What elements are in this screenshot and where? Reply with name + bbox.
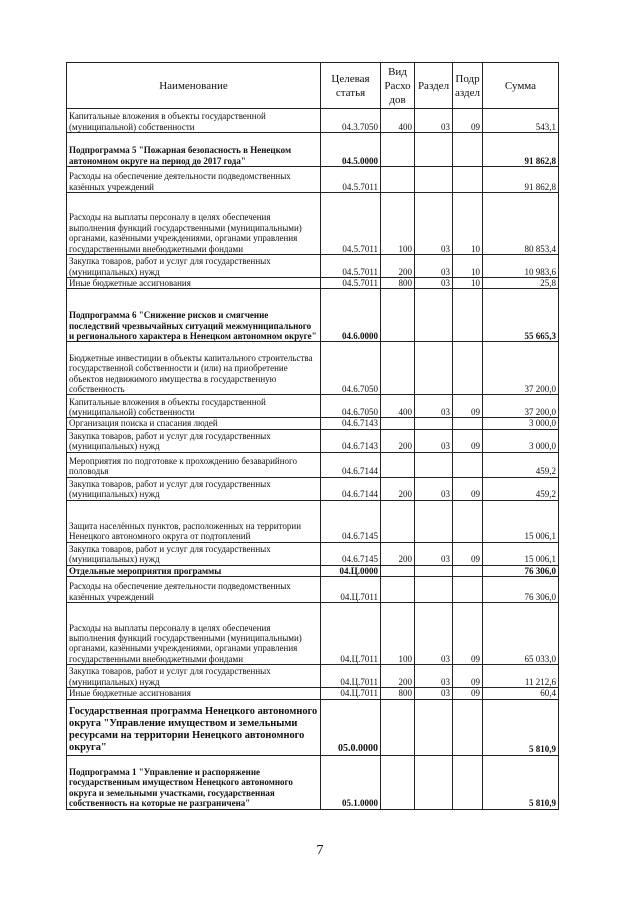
row-code: 04.5.7011	[321, 193, 381, 255]
header-name: Наименование	[67, 63, 321, 109]
row-sum: 3 000,0	[483, 429, 559, 452]
row-podrazdel: 10	[453, 278, 483, 289]
row-code: 04.6.7143	[321, 418, 381, 429]
row-sum: 65 033,0	[483, 603, 559, 665]
row-sum: 15 006,1	[483, 542, 559, 565]
row-name: Отдельные мероприятия программы	[67, 565, 321, 576]
table-row	[67, 452, 559, 477]
row-vid: 100	[381, 193, 415, 255]
table-row	[67, 289, 559, 342]
row-code: 04.5.7011	[321, 278, 381, 289]
table-row	[67, 193, 559, 255]
row-podrazdel: 09	[453, 429, 483, 452]
row-sum: 55 665,3	[483, 289, 559, 342]
row-vid	[381, 755, 415, 809]
page-number: 7	[316, 843, 324, 858]
row-code: 04.6.7145	[321, 542, 381, 565]
row-name: Мероприятия по подготовке к прохождению безаварийного половодья	[67, 452, 321, 477]
table-row	[67, 665, 559, 688]
row-name: Государственная программа Ненецкого автономного округа "Управление имуществом и земельными ресурсами на территории Ненецкого автономного округа"	[67, 699, 321, 755]
row-code: 04.6.7145	[321, 500, 381, 542]
row-name: Закупка товаров, работ и услуг для государственных (муниципальных) нужд	[67, 429, 321, 452]
row-name: Закупка товаров, работ и услуг для государственных (муниципальных) нужд	[67, 477, 321, 500]
table-row	[67, 418, 559, 429]
row-razdel: 03	[415, 395, 453, 418]
row-vid: 200	[381, 665, 415, 688]
row-podrazdel: 09	[453, 395, 483, 418]
table-row	[67, 278, 559, 289]
row-code: 04.6.7144	[321, 477, 381, 500]
row-podrazdel	[453, 133, 483, 167]
row-vid	[381, 452, 415, 477]
row-code: 04.6.7050	[321, 342, 381, 395]
row-razdel	[415, 167, 453, 193]
row-razdel	[415, 500, 453, 542]
row-vid	[381, 699, 415, 755]
row-podrazdel	[453, 452, 483, 477]
row-name: Подпрограмма 1 "Управление и распоряжение государственным имуществом Ненецкого автономного округа и земельными участками, государственная собственность на которые не разграничена"	[67, 755, 321, 809]
row-code: 04.Ц.7011	[321, 603, 381, 665]
table-row	[67, 577, 559, 603]
row-podrazdel: 09	[453, 665, 483, 688]
table-header-row	[67, 63, 559, 109]
row-sum: 37 200,0	[483, 395, 559, 418]
row-razdel	[415, 577, 453, 603]
row-code: 04.6.7144	[321, 452, 381, 477]
row-vid	[381, 577, 415, 603]
row-podrazdel: 09	[453, 542, 483, 565]
row-sum: 459,2	[483, 452, 559, 477]
row-name: Подпрограмма 6 "Снижение рисков и смягчение последствий чрезвычайных ситуаций межмуниципального и регионального характера в Ненецком автономном округе"	[67, 289, 321, 342]
table-row	[67, 429, 559, 452]
row-name: Расходы на выплаты персоналу в целях обеспечения выполнения функций государственными (муниципальными) органами, казёнными учреждениями, органами управления государственными внебюджетными фондами	[67, 603, 321, 665]
row-razdel	[415, 699, 453, 755]
row-sum: 37 200,0	[483, 342, 559, 395]
row-sum: 91 862,8	[483, 167, 559, 193]
header-code: Целевая статья	[321, 63, 381, 109]
row-vid: 200	[381, 255, 415, 278]
row-podrazdel: 10	[453, 193, 483, 255]
row-podrazdel: 09	[453, 688, 483, 699]
row-name: Иные бюджетные ассигнования	[67, 688, 321, 699]
row-razdel: 03	[415, 542, 453, 565]
row-code: 04.6.7143	[321, 429, 381, 452]
row-sum: 5 810,9	[483, 755, 559, 809]
table-row	[67, 133, 559, 167]
table-row	[67, 109, 559, 133]
row-code: 04.5.7011	[321, 167, 381, 193]
row-razdel: 03	[415, 109, 453, 133]
table-row	[67, 699, 559, 755]
row-code: 04.6.7050	[321, 395, 381, 418]
row-sum: 15 006,1	[483, 500, 559, 542]
row-podrazdel	[453, 699, 483, 755]
row-razdel	[415, 565, 453, 576]
row-razdel	[415, 452, 453, 477]
row-name: Расходы на выплаты персоналу в целях обеспечения выполнения функций государственными (муниципальными) органами, казёнными учреждениями, органами управления государственными внебюджетными фондами	[67, 193, 321, 255]
row-vid: 100	[381, 603, 415, 665]
row-podrazdel	[453, 500, 483, 542]
row-razdel: 03	[415, 278, 453, 289]
row-code: 04.Ц.7011	[321, 577, 381, 603]
header-podrazdel: Подр аздел	[453, 63, 483, 109]
table-row	[67, 565, 559, 576]
row-name: Подпрограмма 5 "Пожарная безопасность в Ненецком автономном округе на период до 2017 года"	[67, 133, 321, 167]
row-code: 05.0.0000	[321, 699, 381, 755]
row-podrazdel	[453, 167, 483, 193]
row-razdel: 03	[415, 603, 453, 665]
row-vid	[381, 500, 415, 542]
table-row	[67, 395, 559, 418]
row-name: Расходы на обеспечение деятельности подведомственных казённых учреждений	[67, 577, 321, 603]
row-vid	[381, 167, 415, 193]
row-code: 04.Ц.7011	[321, 665, 381, 688]
table-row	[67, 342, 559, 395]
header-vid: Вид Расхо дов	[381, 63, 415, 109]
row-code: 04.6.0000	[321, 289, 381, 342]
table-row	[67, 755, 559, 809]
row-sum: 25,8	[483, 278, 559, 289]
row-podrazdel	[453, 565, 483, 576]
row-code: 05.1.0000	[321, 755, 381, 809]
row-razdel: 03	[415, 665, 453, 688]
table-row	[67, 688, 559, 699]
row-vid: 200	[381, 542, 415, 565]
row-podrazdel: 10	[453, 255, 483, 278]
row-vid	[381, 342, 415, 395]
row-razdel: 03	[415, 193, 453, 255]
row-name: Защита населённых пунктов, расположенных на территории Ненецкого автономного округа от подтоплений	[67, 500, 321, 542]
row-sum: 76 306,0	[483, 577, 559, 603]
table-row	[67, 542, 559, 565]
row-podrazdel	[453, 342, 483, 395]
row-name: Организация поиска и спасания людей	[67, 418, 321, 429]
row-podrazdel	[453, 289, 483, 342]
table-row	[67, 255, 559, 278]
row-razdel	[415, 755, 453, 809]
row-podrazdel: 09	[453, 477, 483, 500]
row-vid: 200	[381, 477, 415, 500]
budget-table	[66, 62, 559, 810]
row-vid	[381, 289, 415, 342]
row-vid: 400	[381, 395, 415, 418]
row-vid: 200	[381, 429, 415, 452]
row-podrazdel: 09	[453, 109, 483, 133]
row-razdel: 03	[415, 429, 453, 452]
row-sum: 543,1	[483, 109, 559, 133]
row-name: Бюджетные инвестиции в объекты капитального строительства государственной собственности и (или) на приобретение объектов недвижимого имущества в государственную собственность	[67, 342, 321, 395]
row-code: 04.Ц.0000	[321, 565, 381, 576]
row-podrazdel	[453, 418, 483, 429]
row-code: 04.3.7050	[321, 109, 381, 133]
row-podrazdel: 09	[453, 603, 483, 665]
row-vid: 400	[381, 109, 415, 133]
row-sum: 10 983,6	[483, 255, 559, 278]
table-row	[67, 603, 559, 665]
row-name: Закупка товаров, работ и услуг для государственных (муниципальных) нужд	[67, 542, 321, 565]
row-sum: 3 000,0	[483, 418, 559, 429]
row-razdel: 03	[415, 688, 453, 699]
row-name: Иные бюджетные ассигнования	[67, 278, 321, 289]
row-code: 04.Ц.7011	[321, 688, 381, 699]
row-vid: 800	[381, 278, 415, 289]
row-razdel	[415, 342, 453, 395]
row-sum: 91 862,8	[483, 133, 559, 167]
row-razdel: 03	[415, 477, 453, 500]
header-razdel: Раздел	[415, 63, 453, 109]
row-sum: 80 853,4	[483, 193, 559, 255]
header-sum: Сумма	[483, 63, 559, 109]
row-sum: 60,4	[483, 688, 559, 699]
row-sum: 5 810,9	[483, 699, 559, 755]
row-razdel	[415, 133, 453, 167]
row-vid: 800	[381, 688, 415, 699]
row-code: 04.5.7011	[321, 255, 381, 278]
row-podrazdel	[453, 577, 483, 603]
table-row	[67, 167, 559, 193]
table-row	[67, 477, 559, 500]
row-sum: 11 212,6	[483, 665, 559, 688]
row-vid	[381, 418, 415, 429]
row-razdel	[415, 418, 453, 429]
row-code: 04.5.0000	[321, 133, 381, 167]
row-name: Капитальные вложения в объекты государственной (муниципальной) собственности	[67, 395, 321, 418]
table-row	[67, 500, 559, 542]
row-name: Расходы на обеспечение деятельности подведомственных казённых учреждений	[67, 167, 321, 193]
row-sum: 459,2	[483, 477, 559, 500]
table-body	[67, 109, 559, 810]
row-sum: 76 306,0	[483, 565, 559, 576]
row-name: Закупка товаров, работ и услуг для государственных (муниципальных) нужд	[67, 255, 321, 278]
row-name: Капитальные вложения в объекты государственной (муниципальной) собственности	[67, 109, 321, 133]
row-podrazdel	[453, 755, 483, 809]
row-name: Закупка товаров, работ и услуг для государственных (муниципальных) нужд	[67, 665, 321, 688]
row-razdel: 03	[415, 255, 453, 278]
row-vid	[381, 133, 415, 167]
row-vid	[381, 565, 415, 576]
row-razdel	[415, 289, 453, 342]
